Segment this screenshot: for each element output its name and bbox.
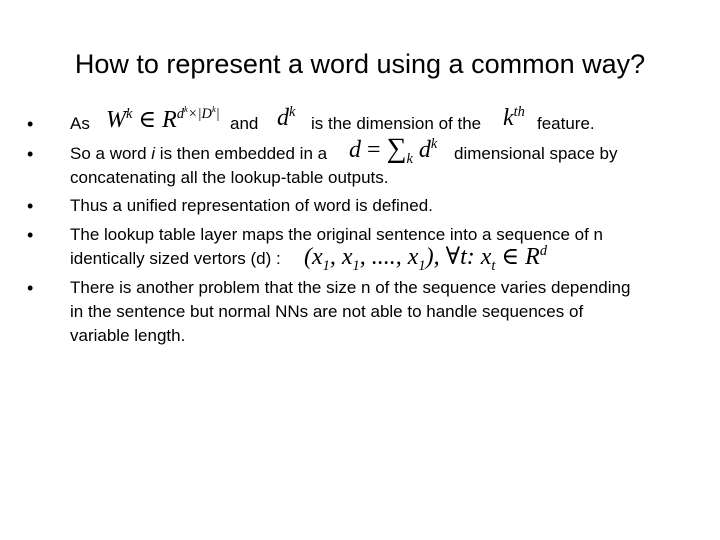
bullet-4-text: The lookup table layer maps the original sentence into a sequence of n	[70, 225, 604, 244]
bullet-2-start: So a word	[70, 144, 147, 163]
bullet-1-end: feature.	[537, 114, 595, 133]
formula-kth: $k^{th}$	[503, 104, 525, 131]
bullet-2-i: i	[151, 144, 156, 163]
bullet-marker-2: •	[27, 144, 34, 164]
bullet-4-cont: identically sized vertors (d) :	[70, 249, 281, 268]
formula-sequence: ($x_1$, $x_1$, ...., $x_1$), ∀t: $x_t$ ∈ $R^d$	[304, 243, 548, 274]
formula-dk: $d^k$	[277, 104, 296, 131]
bullet-1-and: and	[230, 114, 259, 133]
bullet-2-text	[70, 142, 327, 166]
bullet-1-as: As	[70, 114, 90, 133]
bullet-marker-1: •	[27, 114, 34, 134]
slide-title: How to represent a word using a common way?	[74, 49, 646, 79]
bullet-5-cont-2: variable length.	[70, 326, 186, 345]
bullet-5-cont-1: in the sentence but normal NNs are not able to handle sequences of	[70, 302, 584, 321]
bullet-2-mid: is then embedded in a	[159, 144, 328, 163]
bullet-marker-5: •	[27, 278, 34, 298]
bullet-2-end: dimensional space by	[454, 144, 618, 163]
bullet-5-text: There is another problem that the size n of the sequence varies depending	[70, 278, 631, 297]
bullet-2-cont: concatenating all the lookup-table outputs.	[70, 168, 389, 187]
bullet-3-text: Thus a unified representation of word is defined.	[70, 196, 433, 215]
bullet-marker-4: •	[27, 225, 34, 245]
formula-w-in-r: $W^k$ ∈ $R^{d^k\times|D^k|}$	[106, 104, 220, 133]
bullet-marker-3: •	[27, 196, 34, 216]
formula-d-sum: $d = \sum_k$ $d^k$	[349, 133, 438, 167]
bullet-1-mid: is the dimension of the	[311, 114, 482, 133]
